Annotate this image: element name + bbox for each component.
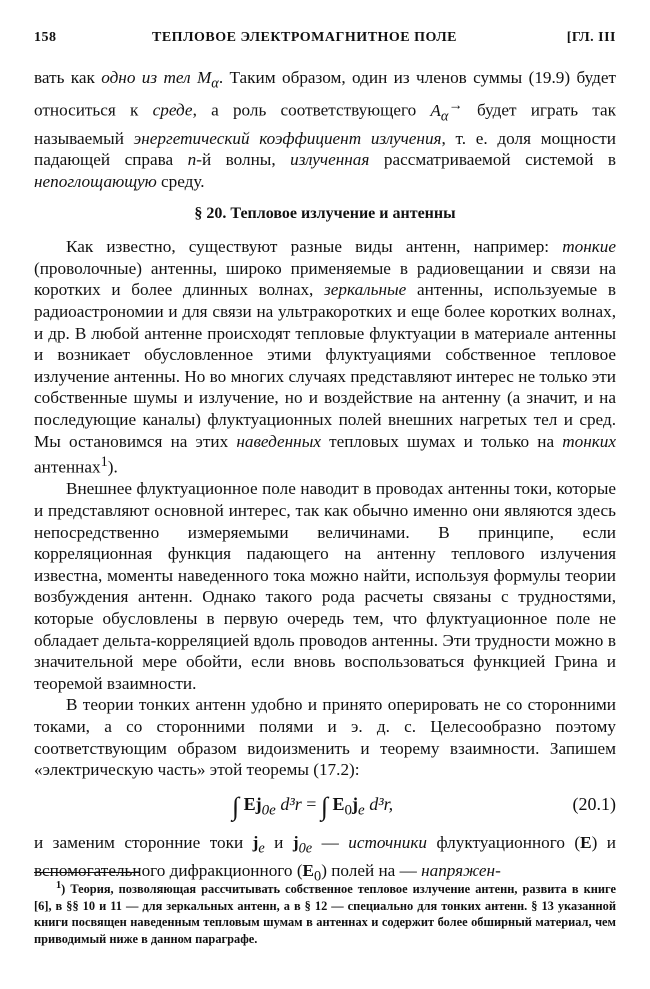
paragraph-continued: вать как одно из тел $M_\alpha$. Таким образом, один из членов суммы (19.9) будет относиться к среде, а роль соответствующего $A_\alpha^\to$ будет играть так называемый энергетический коэффициент излучения, т. е. доля мощности падающей справа n-й волны, излученная рассматриваемой системой в непоглощающую среду. xyxy=(34,68,616,191)
chapter-label: [ГЛ. III xyxy=(566,30,616,45)
body-text xyxy=(34,67,616,888)
footnote-rule xyxy=(34,872,140,873)
footnote-mark: 1 xyxy=(56,880,62,891)
footnote-ref: 1 xyxy=(100,454,108,471)
footnote-text: ) Теория, позволяющая рассчитывать собственное тепловое излучение антенн, развита в книге [6], в §§ 10 и 11 — для зеркальных антенн, а в § 12 — специально для тонких антенн. § 13 указанной книги посвящен наведенным тепловым шумам в антеннах и содержит более обширный материал, чем приводимый ниже в данном параграфе. xyxy=(34,882,616,946)
coefficient-symbol: $A_\alpha^\to$ xyxy=(430,97,463,125)
running-title: ТЕПЛОВОЕ ЭЛЕКТРОМАГНИТНОЕ ПОЛЕ xyxy=(152,30,458,45)
equation-expression: ∫ $Ej_{0e}$ d³r = ∫ $E_0j_e$ d³r, xyxy=(232,791,394,821)
equation-number: (20.1) xyxy=(572,793,616,814)
paragraph-replace-currents: и заменим сторонние токи $j_e$ и $j_{0e}$ — источники флуктуационного (E) и вспомогательного дифракционного $(E_0)$ полей на — напряжен- xyxy=(34,832,616,885)
paragraph-external-field: Внешнее флуктуационное поле наводит в проводах антенны токи, которые и представляют основной интерес, так как обычно именно они являются здесь непосредственно измеряемыми величинами. В принципе, если корреляционная функция падающего на антенну теплового излучения известна, моменты наведенного тока можно найти, используя формулы теории возбуждения антенн. Однако такого рода расчеты связаны с трудностями, которые обусловлены в первую очередь тем, что флуктуационное поле не обладает дельта-корреляцией вдоль проводов антенны. Эти трудности можно в значительной мере обойти, если вновь воспользоваться функцией Грина и теоремой взаимности. xyxy=(34,479,616,693)
footnote xyxy=(34,878,616,948)
section-heading: § 20. Тепловое излучение и антенны xyxy=(194,204,456,222)
paragraph-reciprocity: В теории тонких антенн удобно и принято оперировать не со сторонними токами, а со сторонними полями и э. д. с. Целесообразно поэтому соответствующим образом видоизменить и теорему взаимности. Запишем «электрическую часть» этой теоремы (17.2): xyxy=(34,695,616,780)
equation-20-1 xyxy=(34,784,616,828)
page-number: 158 xyxy=(34,30,57,45)
paragraph-antennas: Как известно, существуют разные виды антенн, например: тонкие (проволочные) антенны, широко применяемые в радиовещании и связи на коротких и более длинных волнах, зеркальные антенны, используемые в радиоастрономии и для связи на ультракоротких и еще более коротких волнах, и др. В любой антенне происходят тепловые флуктуации в материале антенны и возникает обусловленное этими флуктуациями собственное тепловое излучение антенны. Но во многих случаях представляют интерес не только эти собственные шумы и излучение, но и воздействие на антенну (а значит, и на последующие каналы) флуктуационных полей внешних нагретых тел и сред. Мы остановимся на этих наведенных тепловых шумах и только на тонких антеннах$^1$). xyxy=(34,237,617,477)
running-head xyxy=(34,30,616,52)
